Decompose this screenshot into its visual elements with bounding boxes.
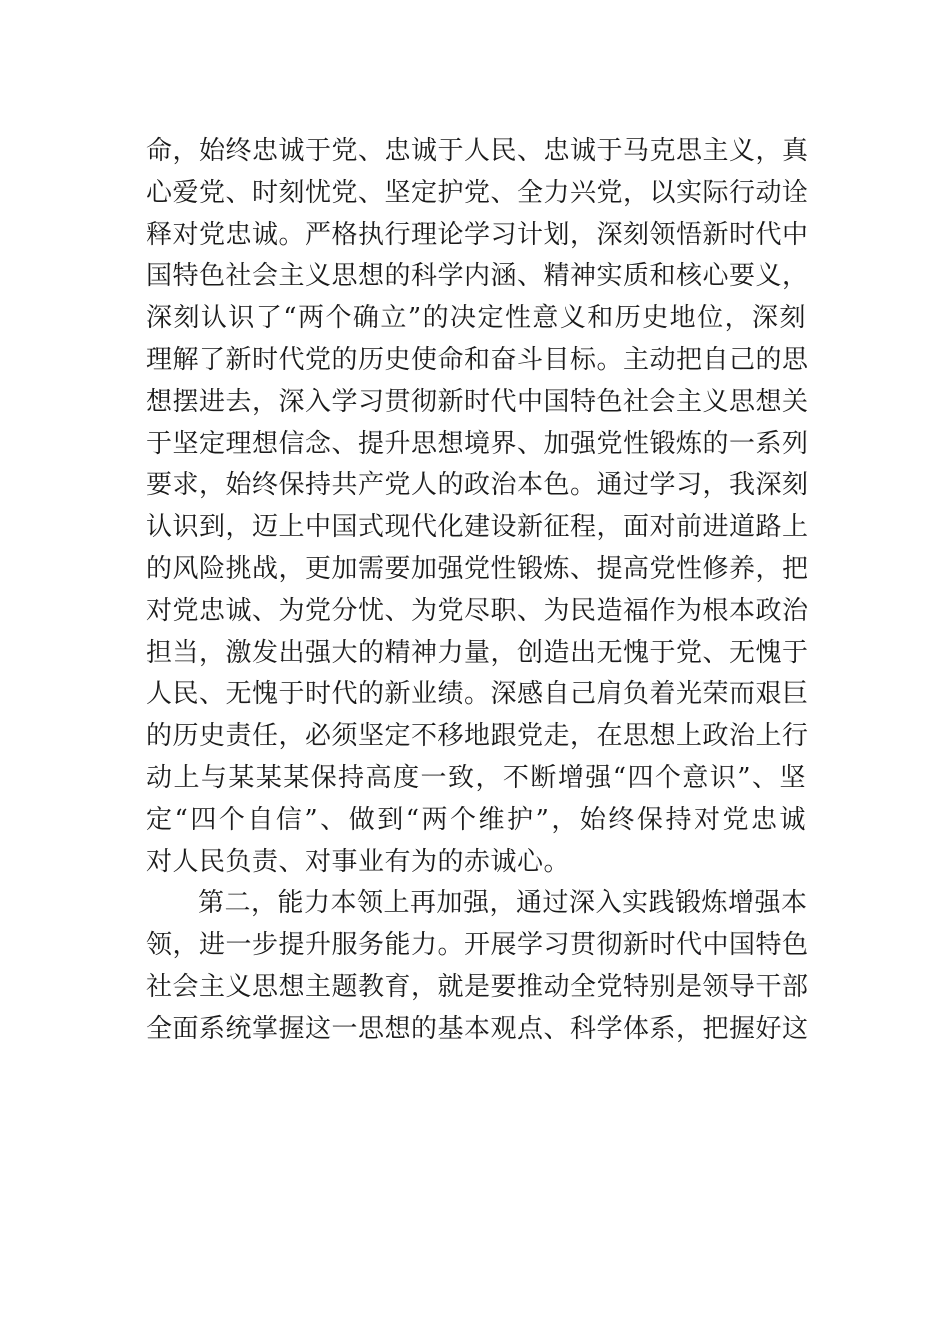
- text-line: 于坚定理想信念、提升思想境界、加强党性锻炼的一系列: [146, 428, 809, 459]
- text-line: 对党忠诚、为党分忧、为党尽职、为民造福作为根本政治: [146, 595, 809, 626]
- text-line: 命，始终忠诚于党、忠诚于人民、忠诚于马克思主义，真: [146, 136, 809, 166]
- text-line: 担当，激发出强大的精神力量，创造出无愧于党、无愧于: [146, 637, 809, 668]
- text-line: 释对党忠诚。严格执行理论学习计划，深刻领悟新时代中: [146, 219, 809, 250]
- text-line: 社会主义思想主题教育，就是要推动全党特别是领导干部: [146, 971, 809, 1002]
- text-line: 动上与某某某保持高度一致，不断增强“四个意识”、坚: [146, 762, 806, 793]
- body-text: [146, 131, 809, 1051]
- text-line: 的风险挑战，更加需要加强党性锻炼、提高党性修养，把: [146, 553, 809, 584]
- text-line: 全面系统掌握这一思想的基本观点、科学体系，把握好这: [146, 1013, 809, 1044]
- text-line: 国特色社会主义思想的科学内涵、精神实质和核心要义，: [146, 261, 809, 292]
- text-line: 领，进一步提升服务能力。开展学习贯彻新时代中国特色: [146, 930, 809, 961]
- text-line: 要求，始终保持共产党人的政治本色。通过学习，我深刻: [146, 470, 809, 501]
- text-line: 定“四个自信”、做到“两个维护”，始终保持对党忠诚: [146, 804, 806, 835]
- text-line: 深刻认识了“两个确立”的决定性意义和历史地位，深刻: [146, 303, 806, 334]
- text-line: 理解了新时代党的历史使命和奋斗目标。主动把自己的思: [146, 344, 809, 375]
- text-line: 想摆进去，深入学习贯彻新时代中国特色社会主义思想关: [146, 386, 809, 417]
- text-line: 的历史责任，必须坚定不移地跟党走，在思想上政治上行: [146, 721, 809, 752]
- text-line-paragraph-start: 第二，能力本领上再加强，通过深入实践锻炼增强本: [198, 888, 808, 919]
- text-line: 人民、无愧于时代的新业绩。深感自己肩负着光荣而艰巨: [146, 679, 809, 710]
- text-line: 心爱党、时刻忧党、坚定护党、全力兴党，以实际行动诠: [146, 177, 809, 208]
- text-line: 认识到，迈上中国式现代化建设新征程，面对前进道路上: [146, 512, 809, 543]
- text-line-paragraph-end: 对人民负责、对事业有为的赤诚心。: [146, 846, 571, 877]
